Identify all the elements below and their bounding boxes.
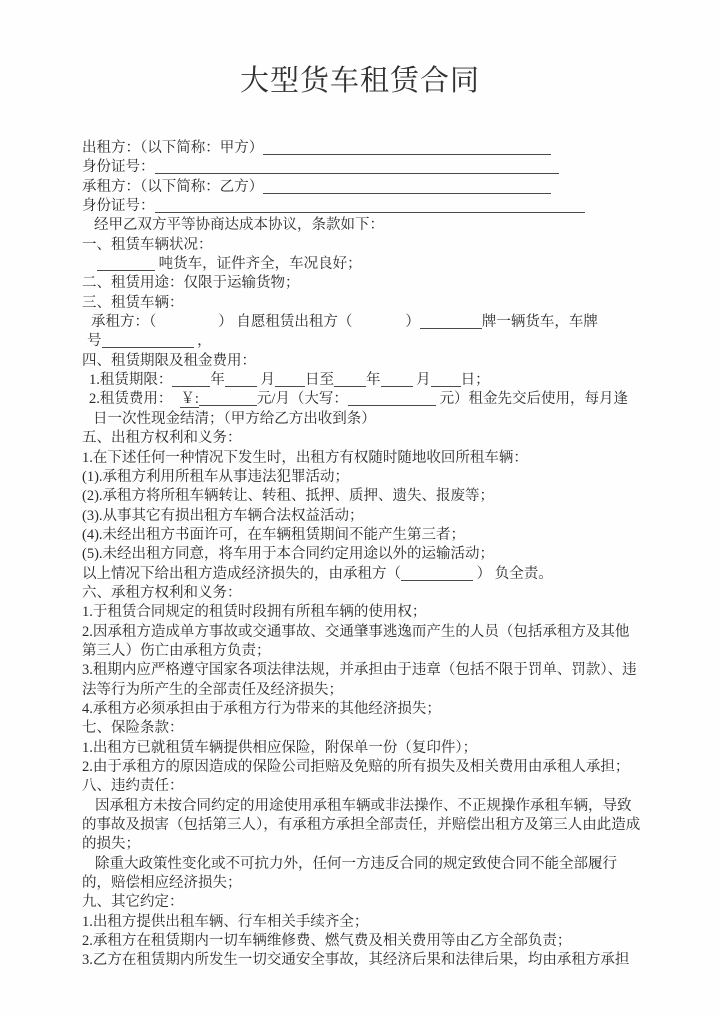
text-run: 1.租赁期限： [89,372,173,389]
text-run: 月 [256,372,275,389]
contract-line [82,603,638,622]
fill-in-blank-underline [431,372,461,388]
contract-line [82,719,638,738]
text-run: 的，赔偿相应经济损失； [82,875,242,892]
text-run: 2.由于承租方的原因造成的保险公司拒赔及免赔的所有损失及相关费用由承租人承担； [82,759,630,775]
text-run: 九、其它约定： [82,894,184,911]
contract-line [82,797,638,816]
contract-line [82,855,638,874]
text-run: 元/月（大写： [256,391,348,408]
contract-line [82,216,638,235]
contract-line [82,739,638,758]
blank-space [352,325,405,326]
text-run: 日一次性现金结清；（甲方给乙方出收到条） [93,410,376,427]
contract-line [82,681,638,700]
contract-line [82,255,638,274]
fill-in-blank-underline [263,178,551,194]
contract-line [82,294,638,313]
fill-in-blank-underline [275,372,305,388]
text-run: 二、租赁用途：仅限于运输货物； [82,275,300,292]
contract-line [82,449,638,468]
contract-line [82,545,638,564]
text-run: 的事故及损害（包括第三人），有承租方承担全部责任，并赔偿出租方及第三人由此造成 [82,817,641,834]
text-run: ， [193,333,212,350]
text-run: 1.出租方提供出租车辆、行车相关手续齐全； [82,913,369,930]
fill-in-blank-underline [155,198,585,214]
fill-in-blank-underline [334,372,366,388]
text-run: 除重大政策性变化或不可抗力外，任何一方违反合同的规定致使合同不能全部履行 [95,855,617,872]
fill-in-blank-underline [263,140,551,156]
contract-line [82,951,638,970]
text-run: 吨货车，证件齐全，车况良好； [155,256,362,273]
text-run: 六、承租方权利和义务： [82,584,242,601]
contract-line [82,371,638,390]
contract-line [82,642,638,661]
text-run: 出租方：（以下简称：甲方） [82,140,264,156]
text-run: 五、出租方权利和义务： [82,430,242,447]
fill-in-blank-underline [381,372,413,388]
contract-line [82,139,638,158]
fill-in-blank-underline [420,314,482,330]
text-run: 身份证号： [82,159,155,176]
contract-line [82,274,638,293]
contract-line [82,565,638,584]
contract-line [82,700,638,719]
text-run: (3).从事其它有损出租方车辆合法权益活动； [82,507,364,524]
text-run: ） 自愿租赁出租方（ [218,314,353,331]
text-run: 2.因承租方造成单方事故或交通事故、交通肇事逃逸而产生的人员（包括承租方及其他 [82,623,630,640]
document-title: 大型货车租赁合同 [239,65,480,97]
text-run: 2.承租方在租赁期内一切车辆维修费、燃气费及相关费用等由乙方全部负责； [82,933,572,950]
contract-line [82,197,638,216]
contract-line [82,468,638,487]
text-run: 元）租金先交后使用，每月逢 [435,391,629,408]
contract-body [82,139,641,971]
fill-in-blank-underline [97,256,155,272]
contract-line [82,352,638,371]
text-run: 承租方：（ [91,314,157,331]
contract-line [82,893,638,912]
fill-in-blank-underline [155,159,559,175]
text-run: 2.租赁费用： [89,391,173,408]
text-run: 1.于租赁合同规定的租赁时段拥有所租车辆的使用权； [82,604,427,621]
text-run: 1.出租方已就租赁车辆提供相应保险，附保单一份（复印件）； [82,739,478,756]
text-run: (5).未经出租方同意，将车用于本合同约定用途以外的运输活动； [82,546,495,563]
text-run: 承租方：（以下简称：乙方） [82,178,264,195]
contract-line [82,390,638,409]
contract-line [82,429,638,448]
fill-in-blank-underline [401,565,473,581]
contract-line [82,487,638,506]
text-run: 3.乙方在租赁期内所发生一切交通安全事故，其经济后果和法律后果，均由承租方承担 [82,952,630,969]
contract-line [82,178,638,197]
text-run: 第三人）伤亡由承租方负责； [82,642,271,659]
underlined-text-run: ￥: [180,391,199,408]
contract-line [82,507,638,526]
contract-line [82,526,638,545]
contract-line [82,835,638,854]
text-run: ） [405,314,420,331]
text-run: 牌一辆货车，车牌 [481,314,598,331]
text-run: 日至 [305,372,334,389]
contract-line [82,816,641,835]
text-run: 一、租赁车辆状况： [82,236,213,253]
text-run: 以上情况下给出租方造成经济损失的，由承租方（ [82,565,401,582]
text-run: ） 负全责。 [473,565,553,582]
text-run: 四、租赁期限及租金费用： [82,352,256,369]
text-run: 经甲乙双方平等协商达成本协议，条款如下： [94,217,384,234]
text-run: 的损失； [82,836,140,853]
fill-in-blank-underline [172,372,210,388]
contract-line [82,932,638,951]
fill-in-blank-underline [199,391,257,407]
text-run: (2).承租方将所租车辆转让、转租、抵押、质押、遗失、报废等； [82,488,495,505]
text-run: 年 [366,372,381,389]
text-run: 月 [412,372,431,389]
contract-line [82,661,638,680]
text-run: 号 [87,333,102,350]
contract-line [82,158,638,177]
text-run: 1.在下述任何一种情况下发生时，出租方有权随时随地收回所租车辆： [82,449,528,466]
text-run: 4.承租方必须承担由于承租方行为带来的其他经济损失； [82,700,441,717]
fill-in-blank-underline [102,333,194,349]
contract-line [82,332,638,351]
fill-in-blank-underline [225,372,257,388]
contract-line [82,758,638,777]
blank-space [156,325,218,326]
text-run: 法等行为所产生的全部责任及经济损失； [82,681,343,698]
text-run: 因承租方未按合同约定的用途使用承租车辆或非法操作、不正规操作承租车辆，导致 [95,797,632,814]
contract-line [82,313,638,332]
text-run: 七、保险条款： [82,720,184,737]
text-run: (1).承租方利用所租车从事违法犯罪活动； [82,468,350,485]
contract-line [82,874,638,893]
contract-line [82,236,638,255]
text-run: (4).未经出租方书面许可，在车辆租赁期间不能产生第三者； [82,526,466,543]
contract-line [82,623,638,642]
contract-line [82,410,638,429]
text-run: 八、违约责任： [82,778,184,795]
text-run: 年 [210,372,225,389]
text-run: 身份证号： [82,198,155,215]
fill-in-blank-underline [348,391,436,407]
contract-line [82,777,638,796]
contract-line [82,913,638,932]
text-run: 日； [460,372,490,389]
text-run: 三、租赁车辆： [82,294,184,311]
contract-line [82,584,638,603]
text-run: 3.租期内应严格遵守国家各项法律法规，并承担由于违章（包括不限于罚单、罚款）、违 [82,662,637,679]
